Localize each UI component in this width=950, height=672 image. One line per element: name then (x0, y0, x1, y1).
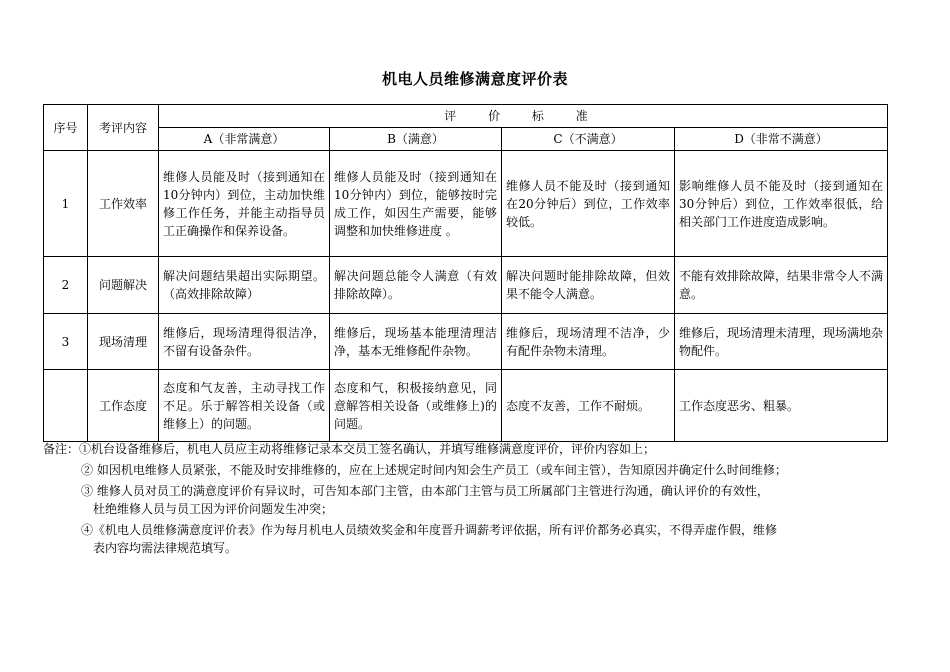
remark-4-line-1: ④《机电人员维修满意度评价表》作为每月机电人员绩效奖金和年度晋升调薪考评依据，所有评价都务必真实，不得弄虚作假，维修 (81, 523, 778, 537)
header-grade-d: D（非常不满意） (675, 128, 888, 151)
cell-grade-c: 解决问题时能排除故障，但效果不能令人满意。 (502, 257, 675, 314)
remark-3 (43, 482, 888, 518)
cell-grade-a: 解决问题结果超出实际期望。（高效排除故障） (159, 257, 330, 314)
row-item: 问题解决 (88, 257, 159, 314)
evaluation-table (43, 104, 888, 442)
cell-grade-b: 解决问题总能令人满意（有效排除故障）。 (330, 257, 502, 314)
remark-1: 备注：①机台设备维修后，机电人员应主动将维修记录本交员工签名确认，并填写维修满意度评价，评价内容如上； (43, 442, 656, 456)
header-standard: 评 价 标 准 (159, 105, 888, 128)
cell-grade-c: 态度不友善，工作不耐烦。 (502, 370, 675, 442)
row-seq (44, 370, 88, 442)
table-row (44, 151, 888, 257)
header-seq: 序号 (44, 105, 88, 151)
table-row (44, 257, 888, 314)
remark-4-line-2: 表内容均需法律规范填写。 (93, 541, 238, 555)
cell-grade-b: 态度和气，积极接纳意见，同意解答相关设备（或维修上)的问题。 (330, 370, 502, 442)
remarks (43, 440, 888, 560)
cell-grade-a: 维修后，现场清理得很洁净，不留有设备杂件。 (159, 314, 330, 370)
remark-3-line-1: ③ 维修人员对员工的满意度评价有异议时，可告知本部门主管，由本部门主管与员工所属部门主管进行沟通，确认评价的有效性， (81, 484, 769, 498)
remark-3-line-2: 杜绝维修人员与员工因为评价问题发生冲突； (93, 502, 334, 516)
cell-grade-a: 维修人员能及时（接到通知在10分钟内）到位，主动加快维修工作任务，并能主动指导员工正确操作和保养设备。 (159, 151, 330, 257)
row-item: 工作效率 (88, 151, 159, 257)
cell-grade-d: 工作态度恶劣、粗暴。 (675, 370, 888, 442)
row-seq: 1 (44, 151, 88, 257)
cell-grade-d: 维修后，现场清理未清理，现场满地杂物配件。 (675, 314, 888, 370)
row-item: 现场清理 (88, 314, 159, 370)
cell-grade-b: 维修人员能及时（接到通知在10分钟内）到位，能够按时完成工作，如因生产需要，能够调整和加快维修进度 。 (330, 151, 502, 257)
cell-grade-c: 维修人员不能及时（接到通知在20分钟后）到位，工作效率较低。 (502, 151, 675, 257)
cell-grade-d: 不能有效排除故障，结果非常令人不满意。 (675, 257, 888, 314)
row-seq: 2 (44, 257, 88, 314)
page-title: 机电人员维修满意度评价表 (381, 70, 568, 88)
row-seq: 3 (44, 314, 88, 370)
header-content: 考评内容 (88, 105, 159, 151)
remark-4 (43, 521, 888, 557)
header-grade-c: C（不满意） (502, 128, 675, 151)
cell-grade-d: 影响维修人员不能及时（接到通知在30分钟后）到位，工作效率很低，给相关部门工作进度造成影响。 (675, 151, 888, 257)
header-grade-b: B（满意） (330, 128, 502, 151)
cell-grade-b: 维修后，现场基本能理清理洁净，基本无维修配件杂物。 (330, 314, 502, 370)
table-row (44, 314, 888, 370)
cell-grade-c: 维修后，现场清理不洁净，少有配件杂物未清理。 (502, 314, 675, 370)
table-row (44, 370, 888, 442)
row-item: 工作态度 (88, 370, 159, 442)
header-grade-a: A（非常满意） (159, 128, 330, 151)
remark-2: ② 如因机电维修人员紧张，不能及时安排维修的，应在上述规定时间内知会生产员工（或车间主管），告知原因并确定什么时间维修； (81, 463, 787, 477)
cell-grade-a: 态度和气友善，主动寻找工作不足。乐于解答相关设备（或维修上）的问题。 (159, 370, 330, 442)
